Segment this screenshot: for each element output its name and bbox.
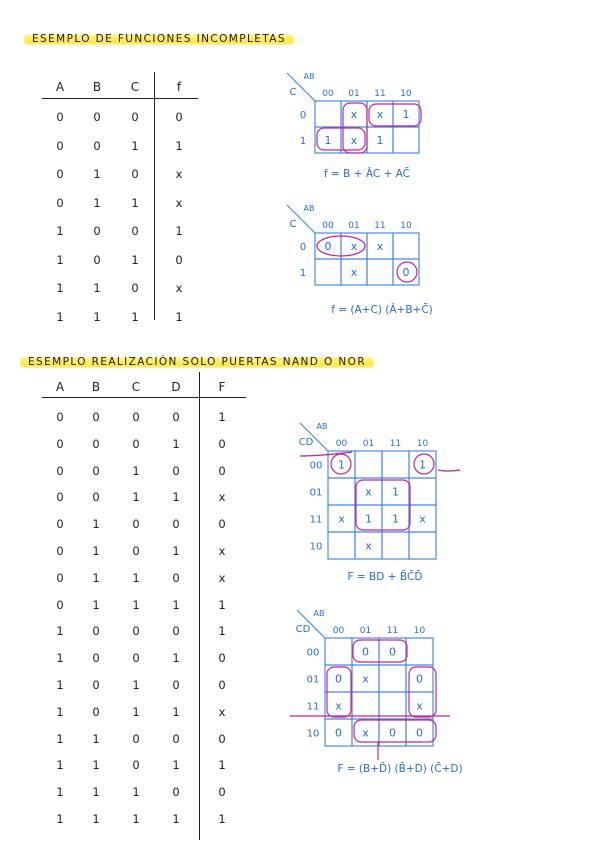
map-cell-value: x [362, 672, 369, 686]
section2-table-cell: 1 [172, 544, 180, 558]
section2-table-cell: 0 [92, 463, 100, 478]
map-col-label: 00 [322, 89, 334, 99]
map-col-label: 01 [348, 89, 360, 99]
section1-table-cell: 1 [56, 309, 64, 324]
map-cell-value: 0 [402, 266, 410, 279]
section1-table-header-a: A [55, 80, 65, 94]
section1-table-cell: 1 [175, 309, 183, 324]
section2-table-cell: 0 [56, 490, 64, 505]
grouping-loop [438, 470, 460, 471]
section2-table-cell: 1 [132, 812, 140, 826]
section1-table-cell: 0 [131, 167, 139, 181]
section1-table-cell: 0 [93, 252, 101, 267]
section2-table-cell: 1 [56, 812, 64, 826]
section2-table-cell: 1 [172, 597, 180, 612]
map-col-label: 10 [413, 626, 426, 636]
map-cell-value: x [350, 240, 358, 253]
section2-table-cell: 1 [56, 678, 64, 692]
section2-table-cell: 0 [172, 570, 180, 585]
map-col-label: 11 [386, 626, 399, 636]
section2-table-cell: 0 [56, 436, 64, 451]
section2-table-cell: 1 [56, 704, 64, 719]
section2-table-cell: 0 [132, 436, 140, 451]
section2-table-cell: 0 [132, 651, 140, 666]
section1-table-header-f: f [176, 80, 182, 94]
map-var-side: CD [298, 437, 314, 448]
map-cell-value: x [416, 699, 423, 713]
map-cell-value: 0 [362, 645, 369, 659]
map-cell-value: 1 [402, 108, 410, 121]
map-formula: f = B + ĀC + AC̄ [324, 168, 410, 180]
section2-table-cell: x [218, 544, 226, 558]
map-var-side: CD [295, 624, 311, 635]
map-cell-value: x [350, 108, 358, 121]
map-cell [355, 451, 382, 478]
map-row-label: 1 [299, 136, 307, 147]
map-row-label: 11 [309, 514, 323, 526]
section2-table-header-b: B [91, 380, 101, 394]
section1-table-cell: 1 [93, 195, 101, 210]
map-row-label: 1 [299, 268, 307, 279]
section1-table-header-b: B [92, 80, 102, 94]
map-col-label: 10 [400, 221, 412, 231]
section2-table-cell: 1 [56, 758, 64, 773]
map-cell-value: x [376, 108, 384, 121]
section2-table-cell: 1 [92, 597, 100, 612]
section1-table-cell: 0 [93, 224, 101, 238]
map-formula: F = BD + B̄C̄D̄ [347, 571, 423, 583]
section1-table-cell: 0 [56, 195, 64, 210]
section2-table-cell: 1 [218, 624, 226, 639]
section2-table-cell: 1 [172, 651, 180, 666]
section1-table-cell: 0 [175, 252, 183, 267]
map-col-label: 01 [359, 626, 372, 636]
map-cell [393, 233, 419, 259]
map-cell [409, 478, 436, 505]
section2-table-cell: 1 [92, 731, 100, 746]
map-cell-value: 1 [392, 512, 399, 526]
map-cell [325, 638, 352, 665]
map-cell-value: 0 [389, 726, 396, 740]
map-col-label: 01 [348, 221, 360, 231]
map-cell-value: x [350, 134, 358, 147]
section2-table-header-d: D [171, 380, 181, 394]
map-cell-value: 1 [338, 458, 345, 472]
section2-table-cell: 0 [56, 463, 64, 478]
map-var-side: C [289, 87, 297, 98]
section2-table-cell: 1 [218, 410, 226, 424]
map-col-label: 10 [416, 439, 429, 449]
section2-table-cell: 0 [92, 704, 100, 719]
map-col-label: 00 [322, 221, 334, 231]
map-cell [315, 259, 341, 285]
section1-table-cell: 0 [56, 138, 64, 153]
section1-table-cell: 1 [56, 252, 64, 267]
section2-table-cell: 0 [172, 731, 180, 746]
section2-table-cell: 0 [56, 410, 64, 424]
section2-table-cell: 1 [132, 597, 140, 612]
section1-table-cell: 1 [131, 195, 139, 210]
section2-table-cell: 0 [92, 410, 100, 424]
map-cell-value: 1 [365, 512, 372, 526]
section2-table-cell: 1 [172, 758, 180, 773]
map-cell-value: x [362, 726, 369, 740]
map-cell-value: 0 [416, 726, 423, 740]
map-cell [382, 451, 409, 478]
section1-table-cell: 1 [175, 224, 183, 238]
section1-table-cell: 0 [56, 167, 64, 181]
map-cell [328, 532, 355, 559]
map-formula: f = (A+C) (Ā+B+C̄) [331, 304, 433, 316]
section2-table-cell: 0 [218, 517, 226, 532]
section1-table-cell: 0 [175, 110, 183, 124]
section1-table-cell: x [175, 281, 183, 295]
section2-table-cell: 1 [92, 758, 100, 773]
map-col-label: 00 [335, 439, 348, 449]
section1-table-cell: 1 [93, 281, 101, 295]
map-cell-value: x [376, 240, 384, 253]
section1-table-cell: 1 [131, 252, 139, 267]
map-cell-value: 1 [392, 485, 399, 499]
section2-table-cell: 0 [132, 731, 140, 746]
map-cell-value: x [365, 539, 372, 553]
map-cell [406, 638, 433, 665]
section2-table-cell: 0 [172, 517, 180, 532]
map-cell [382, 532, 409, 559]
section2-table-cell: 0 [218, 678, 226, 692]
map-cell-value: 1 [324, 134, 332, 147]
map-col-label: 11 [374, 89, 386, 99]
section1-table-cell: 0 [131, 110, 139, 124]
map-col-label: 01 [362, 439, 375, 449]
section2-table-cell: 0 [218, 651, 226, 666]
map-col-label: 00 [332, 626, 345, 636]
map-cell [328, 478, 355, 505]
map-cell [409, 532, 436, 559]
section2-table-cell: 0 [172, 624, 180, 639]
map-var-top: AB [313, 609, 325, 618]
map-cell [367, 259, 393, 285]
map-var-top: AB [303, 204, 315, 213]
section2-table-cell: 0 [56, 597, 64, 612]
section1-table-cell: 0 [56, 110, 64, 124]
section2-table-cell: 0 [172, 410, 180, 424]
map-var-side: C [289, 219, 297, 230]
section2-table-cell: 0 [132, 517, 140, 532]
section2-table-cell: 1 [92, 544, 100, 558]
section1-table-cell: 1 [175, 138, 183, 153]
section2-table-cell: 0 [132, 758, 140, 773]
map-cell [393, 127, 419, 153]
section1-table-cell: 1 [56, 224, 64, 238]
section2-table-cell: 0 [172, 785, 180, 800]
map-cell [315, 101, 341, 127]
section2-table-cell: 1 [218, 597, 226, 612]
map-cell-value: 0 [335, 672, 342, 686]
map-cell-value: x [350, 266, 358, 279]
section2-table-cell: 1 [56, 624, 64, 639]
section2-table-cell: 0 [218, 785, 226, 800]
map-cell-value: x [419, 512, 426, 526]
section1-table-cell: x [175, 167, 183, 181]
map-row-label: 10 [309, 541, 323, 553]
map-cell-value: x [335, 699, 342, 713]
map-cell-value: 0 [324, 240, 332, 253]
section2-table-cell: 1 [172, 490, 180, 505]
section2-table-cell: 0 [92, 490, 100, 505]
map-col-label: 10 [400, 89, 412, 99]
section1-table-cell: 1 [93, 167, 101, 181]
section2-table-cell: 1 [218, 812, 226, 826]
section2-table-cell: 0 [56, 570, 64, 585]
section2-table-cell: 0 [56, 544, 64, 558]
section1-table-cell: 0 [93, 138, 101, 153]
section1-table-cell: 0 [93, 110, 101, 124]
section2-table-cell: 0 [92, 436, 100, 451]
section2-table-cell: 0 [92, 651, 100, 666]
section2-table-cell: 1 [56, 651, 64, 666]
map-cell [379, 692, 406, 719]
map-cell-value: 1 [376, 134, 384, 147]
section2-table-cell: 1 [56, 785, 64, 800]
map-col-label: 11 [389, 439, 402, 449]
section2-table-cell: 0 [132, 544, 140, 558]
section2-table-cell: 1 [172, 812, 180, 826]
section2-table-header-a: A [55, 380, 65, 394]
section2-table-cell: 1 [92, 812, 100, 826]
map-col-label: 11 [374, 221, 386, 231]
section2-table-cell: 0 [92, 678, 100, 692]
section2-table-cell: x [218, 490, 226, 505]
map-cell-value: x [365, 485, 372, 499]
section1-table-cell: x [175, 195, 183, 210]
section2-table-cell: 0 [172, 678, 180, 692]
map-row-label: 01 [306, 674, 320, 686]
map-cell [352, 692, 379, 719]
map-row-label: 0 [299, 110, 307, 121]
section1-table-cell: 1 [131, 138, 139, 153]
section2-table-cell: x [218, 704, 226, 719]
map-var-top: AB [303, 72, 315, 81]
map-row-label: 11 [306, 701, 320, 713]
section2-table-cell: 0 [92, 624, 100, 639]
map-row-label: 00 [306, 647, 320, 659]
section1-table-cell: 0 [131, 224, 139, 238]
map-cell-value: 1 [419, 458, 426, 472]
map-row-label: 00 [309, 460, 323, 472]
section1-table-cell: 1 [56, 281, 64, 295]
section2-table-cell: 1 [132, 490, 140, 505]
map-var-top: AB [316, 422, 328, 431]
section1-table-cell: 1 [131, 309, 139, 324]
section1-table-cell: 1 [93, 309, 101, 324]
section2-table-cell: 1 [132, 785, 140, 800]
section2-table-cell: x [218, 570, 226, 585]
section2-table-cell: 0 [132, 410, 140, 424]
map-cell-value: 0 [389, 645, 396, 659]
section2-table-cell: 0 [132, 624, 140, 639]
section2-table-cell: 1 [172, 704, 180, 719]
section2-table-cell: 0 [218, 731, 226, 746]
section2-table-cell: 1 [92, 785, 100, 800]
section2-table-cell: 0 [218, 463, 226, 478]
section2-table-cell: 0 [56, 517, 64, 532]
map-row-label: 01 [309, 487, 323, 499]
section2-table-cell: 1 [172, 436, 180, 451]
section2-table-header-f: F [218, 380, 226, 394]
map-row-label: 0 [299, 242, 307, 253]
map-row-label: 10 [306, 728, 320, 740]
section2-title: ESEMPLO REALIZACIÓN SOLO PUERTAS NAND O NOR [20, 355, 374, 370]
section2-table-cell: 0 [218, 436, 226, 451]
section2-table-cell: 1 [218, 758, 226, 773]
map-cell-value: 0 [416, 672, 423, 686]
section1-table-header-c: C [130, 80, 140, 94]
section1-table-cell: 0 [131, 281, 139, 295]
section2-table-cell: 1 [132, 570, 140, 585]
section2-table-cell: 1 [92, 570, 100, 585]
section2-table-cell: 1 [92, 517, 100, 532]
section1-title: ESEMPLO DE FUNCIONES INCOMPLETAS [24, 32, 294, 47]
section2-table-cell: 0 [172, 463, 180, 478]
section2-table-header-c: C [131, 380, 141, 394]
map-formula: F = (B+D̄) (B̄+D) (C̄+D) [337, 763, 463, 775]
map-cell [379, 665, 406, 692]
section2-table-cell: 1 [56, 731, 64, 746]
section2-table-cell: 1 [132, 463, 140, 478]
map-cell-value: x [338, 512, 345, 526]
map-cell-value: 0 [335, 726, 342, 740]
section2-table-cell: 1 [132, 678, 140, 692]
section2-table-cell: 1 [132, 704, 140, 719]
